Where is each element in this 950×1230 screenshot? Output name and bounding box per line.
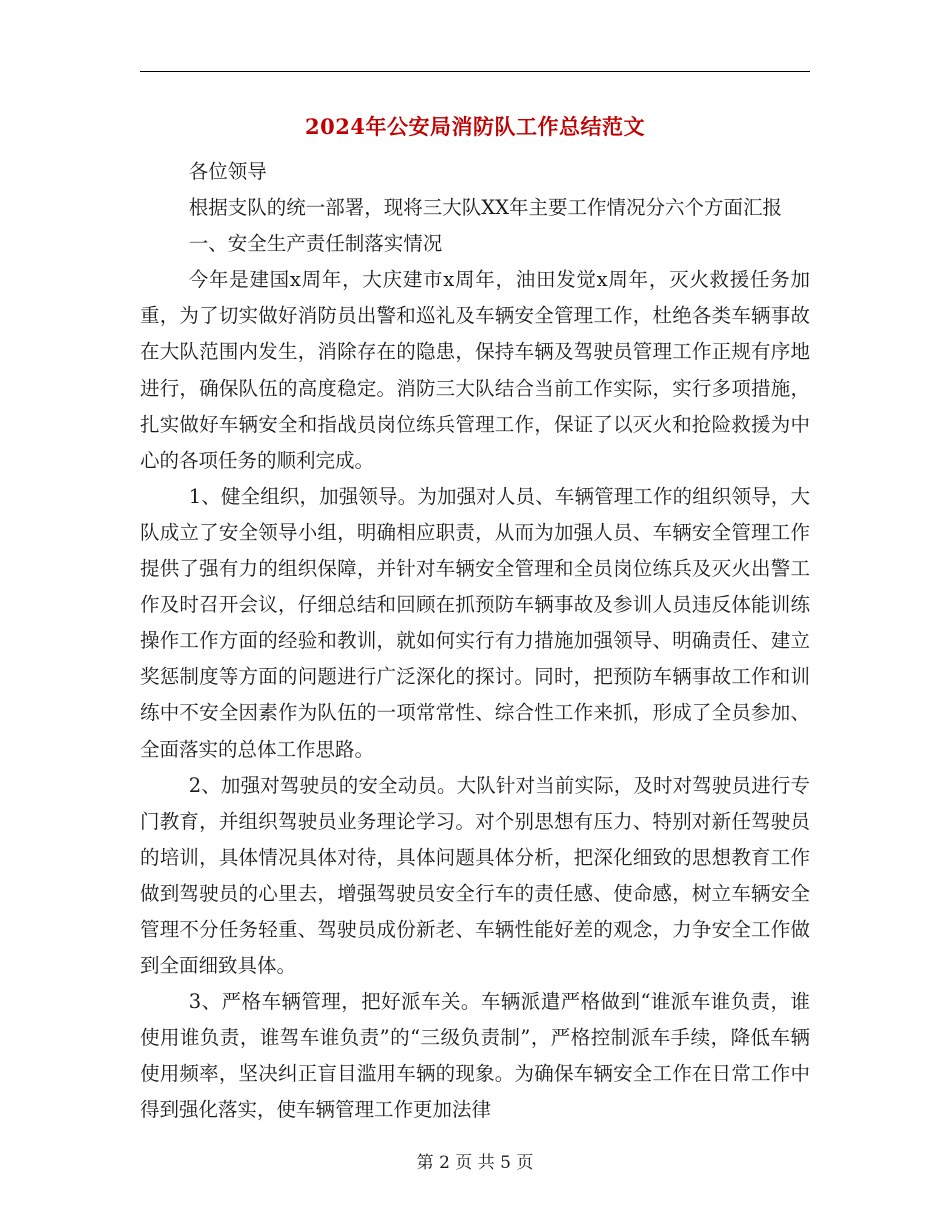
document-body	[140, 154, 810, 1129]
header-rule	[140, 71, 810, 72]
body-paragraph: 今年是建国x周年，大庆建市x周年，油田发觉x周年，灭火救援任务加重，为了切实做好消防员出警和巡礼及车辆安全管理工作，杜绝各类车辆事故在大队范围内发生，消除存在的隐患，保持车辆及驾驶员管理工作正规有序地进行，确保队伍的高度稳定。消防三大队结合当前工作实际，实行多项措施，扎实做好车辆安全和指战员岗位练兵管理工作，保证了以灭火和抢险救援为中心的各项任务的顺利完成。	[140, 268, 810, 472]
document-title: 2024年公安局消防队工作总结范文	[305, 114, 645, 139]
salutation-paragraph: 各位领导	[188, 160, 267, 183]
body-paragraph: 3、严格车辆管理，把好派车关。车辆派遣严格做到“谁派车谁负责，谁使用谁负责，谁驾车谁负责”的“三级负责制”，严格控制派车手续，降低车辆使用频率，坚决纠正盲目滥用车辆的现象。为确保车辆安全工作在日常工作中得到强化落实，使车辆管理工作更加法律	[140, 990, 810, 1122]
page-number-footer: 第 2 页 共 5 页	[416, 1153, 534, 1173]
body-paragraph: 1、健全组织，加强领导。为加强对人员、车辆管理工作的组织领导，大队成立了安全领导小组，明确相应职责，从而为加强人员、车辆安全管理工作提供了强有力的组织保障，并针对车辆安全管理和全员岗位练兵及灭火出警工作及时召开会议，仔细总结和回顾在抓预防车辆事故及参训人员违反体能训练操作工作方面的经验和教训，就如何实行有力措施加强领导、明确责任、建立奖惩制度等方面的问题进行广泛深化的探讨。同时，把预防车辆事故工作和训练中不安全因素作为队伍的一项常常性、综合性工作来抓，形成了全员参加、全面落实的总体工作思路。	[140, 484, 810, 761]
intro-paragraph: 根据支队的统一部署，现将三大队XX年主要工作情况分六个方面汇报	[188, 196, 783, 220]
body-paragraph: 2、加强对驾驶员的安全动员。大队针对当前实际，及时对驾驶员进行专门教育，并组织驾驶员业务理论学习。对个别思想有压力、特别对新任驾驶员的培训，具体情况具体对待，具体问题具体分析，把深化细致的思想教育工作做到驾驶员的心里去，增强驾驶员安全行车的责任感、使命感，树立车辆安全管理不分任务轻重、驾驶员成份新老、车辆性能好差的观念，力争安全工作做到全面细致具体。	[140, 773, 810, 978]
section-heading: 一、安全生产责任制落实情况	[188, 232, 443, 256]
